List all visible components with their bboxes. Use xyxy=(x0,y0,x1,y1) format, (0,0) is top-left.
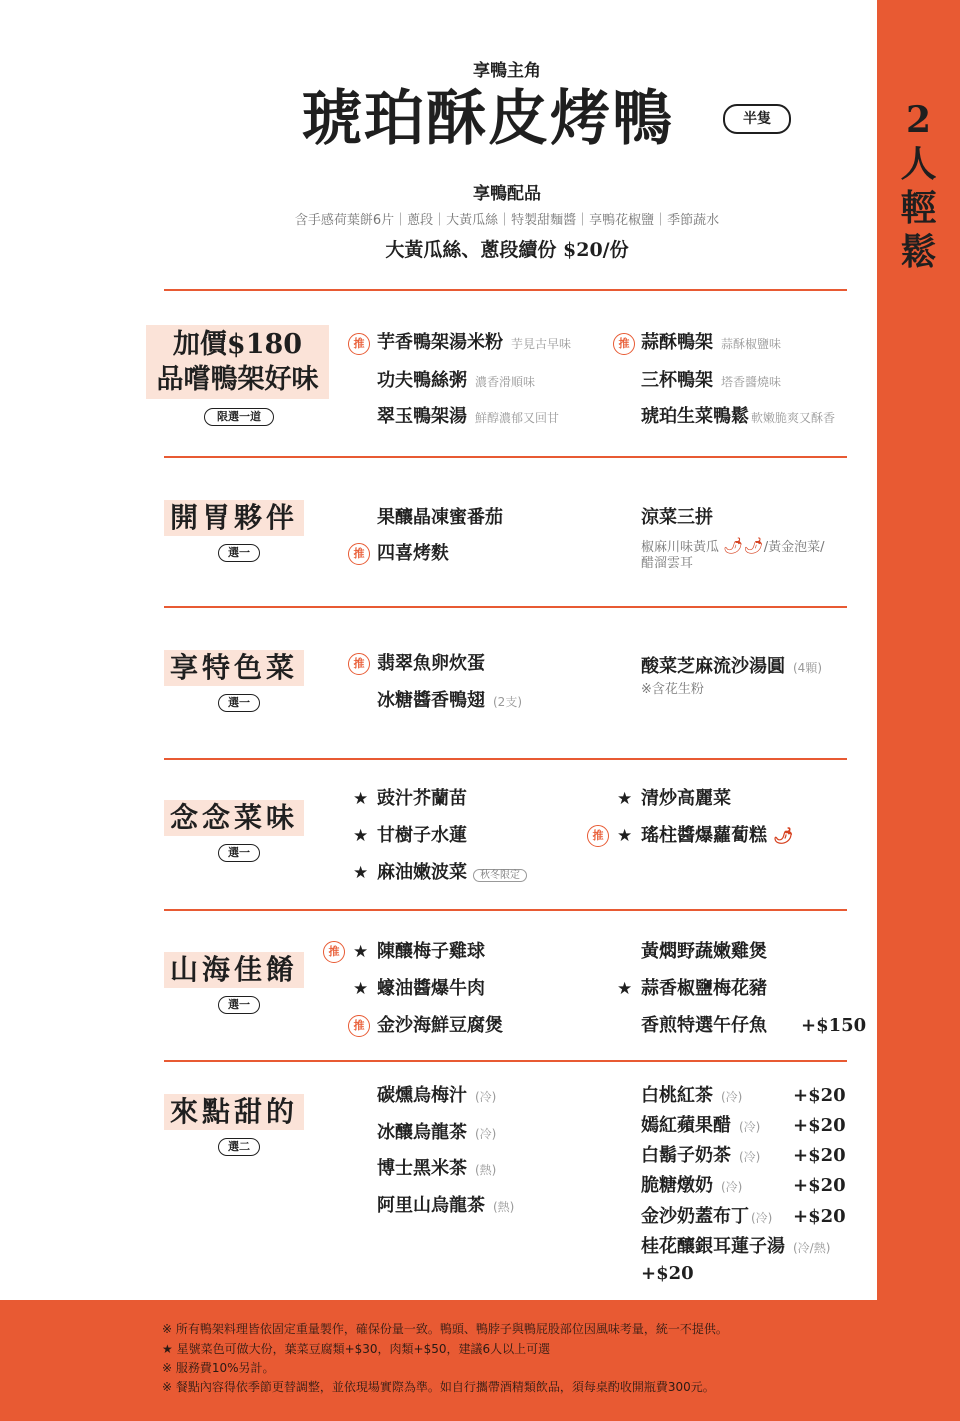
menu-item: 清炒高麗菜 xyxy=(641,788,731,809)
page-title: 琥珀酥皮烤鴨 xyxy=(302,84,674,154)
item-subnote: 醋溜雲耳 xyxy=(641,556,694,571)
chili-icon: 🌶 xyxy=(773,826,794,845)
menu-item: 白鬍子奶茶 (冷) xyxy=(641,1145,761,1166)
star-icon: ★ xyxy=(617,826,633,846)
item-price: +$150 xyxy=(801,1015,867,1036)
menu-item: 嫣紅蘋果醋 (冷) xyxy=(641,1115,761,1136)
recommend-badge: 推 xyxy=(587,825,609,847)
item-subnote: ※含花生粉 xyxy=(641,682,704,697)
menu-item: 冰糖醬香鴨翅 (2支) xyxy=(377,690,522,711)
menu-item: 碳燻烏梅汁 (冷) xyxy=(377,1085,497,1106)
footer-note: ※ 所有鴨架料理皆依固定重量製作，確保份量一致。鴨頭、鴨脖子與鴨屁股部位因風味考量，統一不提供。 xyxy=(162,1322,728,1336)
star-icon: ★ xyxy=(353,826,369,846)
section-title-appetizers: 開胃夥伴 xyxy=(164,500,304,536)
menu-item: 蒜香椒鹽梅花豬 xyxy=(641,978,767,999)
item-price: +$20 xyxy=(793,1206,846,1227)
footer-note: ★ 星號菜色可做大份，葉菜豆腐類+$30，肉類+$50，建議6人以上可選 xyxy=(162,1342,551,1356)
rule-badge: 選一 xyxy=(218,544,260,562)
menu-item: 金沙奶蓋布丁 (冷) xyxy=(641,1206,773,1227)
divider xyxy=(164,758,847,760)
sides-list: 含手感荷葉餅6片｜蔥段｜大黃瓜絲｜特製甜麵醬｜享鴨花椒鹽｜季節蔬水 xyxy=(294,213,720,228)
menu-item: 阿里山烏龍茶 (熱) xyxy=(377,1195,515,1216)
menu-item: 脆糖燉奶 (冷) xyxy=(641,1175,743,1196)
rule-badge: 限選一道 xyxy=(204,408,274,426)
side-label-char: 2 xyxy=(905,99,932,141)
footer-note: ※ 餐點內容得依季節更替調整，並依現場實際為準。如自行攜帶酒精類飲品，須每桌酌收開瓶費300元。 xyxy=(162,1380,715,1394)
recommend-badge: 推 xyxy=(613,333,635,355)
rule-badge: 選二 xyxy=(218,1138,260,1156)
menu-item: 芋香鴨架湯米粉 芋見古早味 xyxy=(377,332,572,353)
footer-note: ※ 服務費10%另計。 xyxy=(162,1361,275,1375)
menu-item: 蒜酥鴨架 蒜酥椒鹽味 xyxy=(641,332,782,353)
menu-item: 豉汁芥蘭苗 xyxy=(377,788,467,809)
recommend-badge: 推 xyxy=(348,653,370,675)
divider xyxy=(164,289,847,291)
item-price: +$20 xyxy=(793,1085,846,1106)
menu-item: 翠玉鴨架湯 鮮醇濃郁又回甘 xyxy=(377,406,560,427)
recommend-badge: 推 xyxy=(348,333,370,355)
menu-item: 涼菜三拼 xyxy=(641,507,713,528)
menu-item: 翡翠魚卵炊蛋 xyxy=(377,653,485,674)
menu-item: 甘樹子水蓮 xyxy=(377,825,467,846)
divider xyxy=(164,456,847,458)
menu-item: 黃燜野蔬嫩雞煲 xyxy=(641,941,767,962)
section-title-line2: 品嚐鴨架好味 xyxy=(156,364,319,395)
rule-badge: 選一 xyxy=(218,996,260,1014)
star-icon: ★ xyxy=(353,789,369,809)
menu-item: 瑤柱醬爆蘿蔔糕 🌶 xyxy=(641,825,794,846)
menu-item: 琥珀生菜鴨鬆 軟嫩脆爽又酥香 xyxy=(641,406,836,427)
section-title-duck-frame xyxy=(146,325,329,399)
refill-note: 大黃瓜絲、蔥段續份 $20/份 xyxy=(385,239,629,261)
menu-item: 酸菜芝麻流沙湯圓 (4顆) xyxy=(641,656,822,677)
star-icon: ★ xyxy=(353,863,369,883)
section-title-desserts: 來點甜的 xyxy=(164,1094,304,1130)
item-price: +$20 xyxy=(641,1263,694,1284)
item-price: +$20 xyxy=(793,1115,846,1136)
recommend-badge: 推 xyxy=(323,941,345,963)
divider xyxy=(164,606,847,608)
sides-title: 享鴨配品 xyxy=(473,184,541,204)
menu-item: 冰釀烏龍茶 (冷) xyxy=(377,1122,497,1143)
section-title-vegetables: 念念菜味 xyxy=(164,800,304,836)
divider xyxy=(164,909,847,911)
seasonal-tag: 秋冬限定 xyxy=(473,869,527,882)
recommend-badge: 推 xyxy=(348,543,370,565)
footer-band xyxy=(0,1300,960,1421)
section-title-mains: 山海佳餚 xyxy=(164,952,304,988)
menu-item: 三杯鴨架 塔香醬燒味 xyxy=(641,370,782,391)
section-title-line1: 加價$180 xyxy=(172,329,303,360)
menu-item: 陳釀梅子雞球 xyxy=(377,941,485,962)
chili-icon: 🌶🌶 xyxy=(723,536,764,555)
header-kicker: 享鴨主角 xyxy=(473,61,541,81)
star-icon: ★ xyxy=(353,979,369,999)
star-icon: ★ xyxy=(353,942,369,962)
item-price: +$20 xyxy=(793,1145,846,1166)
item-price: +$20 xyxy=(793,1175,846,1196)
rule-badge: 選一 xyxy=(218,844,260,862)
side-label-char: 輕 xyxy=(900,187,937,229)
menu-item: 桂花釀銀耳蓮子湯 (冷/熱) xyxy=(641,1236,831,1257)
menu-item: 香煎特選午仔魚 xyxy=(641,1015,767,1036)
menu-item: 博士黑米茶 (熱) xyxy=(377,1158,497,1179)
menu-item: 功夫鴨絲粥 濃香滑順味 xyxy=(377,370,536,391)
item-subnote: 椒麻川味黃瓜 🌶🌶/黃金泡菜/ xyxy=(641,536,825,555)
recommend-badge: 推 xyxy=(348,1015,370,1037)
menu-item: 果釀晶凍蜜番茄 xyxy=(377,507,503,528)
menu-item: 四喜烤麩 xyxy=(377,543,449,564)
star-icon: ★ xyxy=(617,979,633,999)
portion-badge: 半隻 xyxy=(723,104,791,134)
side-label-char: 鬆 xyxy=(900,231,937,273)
section-title-specials: 享特色菜 xyxy=(164,650,304,686)
star-icon: ★ xyxy=(617,789,633,809)
rule-badge: 選一 xyxy=(218,694,260,712)
side-label-char: 人 xyxy=(900,143,937,185)
menu-item: 白桃紅茶 (冷) xyxy=(641,1085,743,1106)
menu-item: 蠔油醬爆牛肉 xyxy=(377,978,485,999)
divider xyxy=(164,1060,847,1062)
menu-item: 金沙海鮮豆腐煲 xyxy=(377,1015,503,1036)
menu-item: 麻油嫩波菜 秋冬限定 xyxy=(377,861,527,888)
